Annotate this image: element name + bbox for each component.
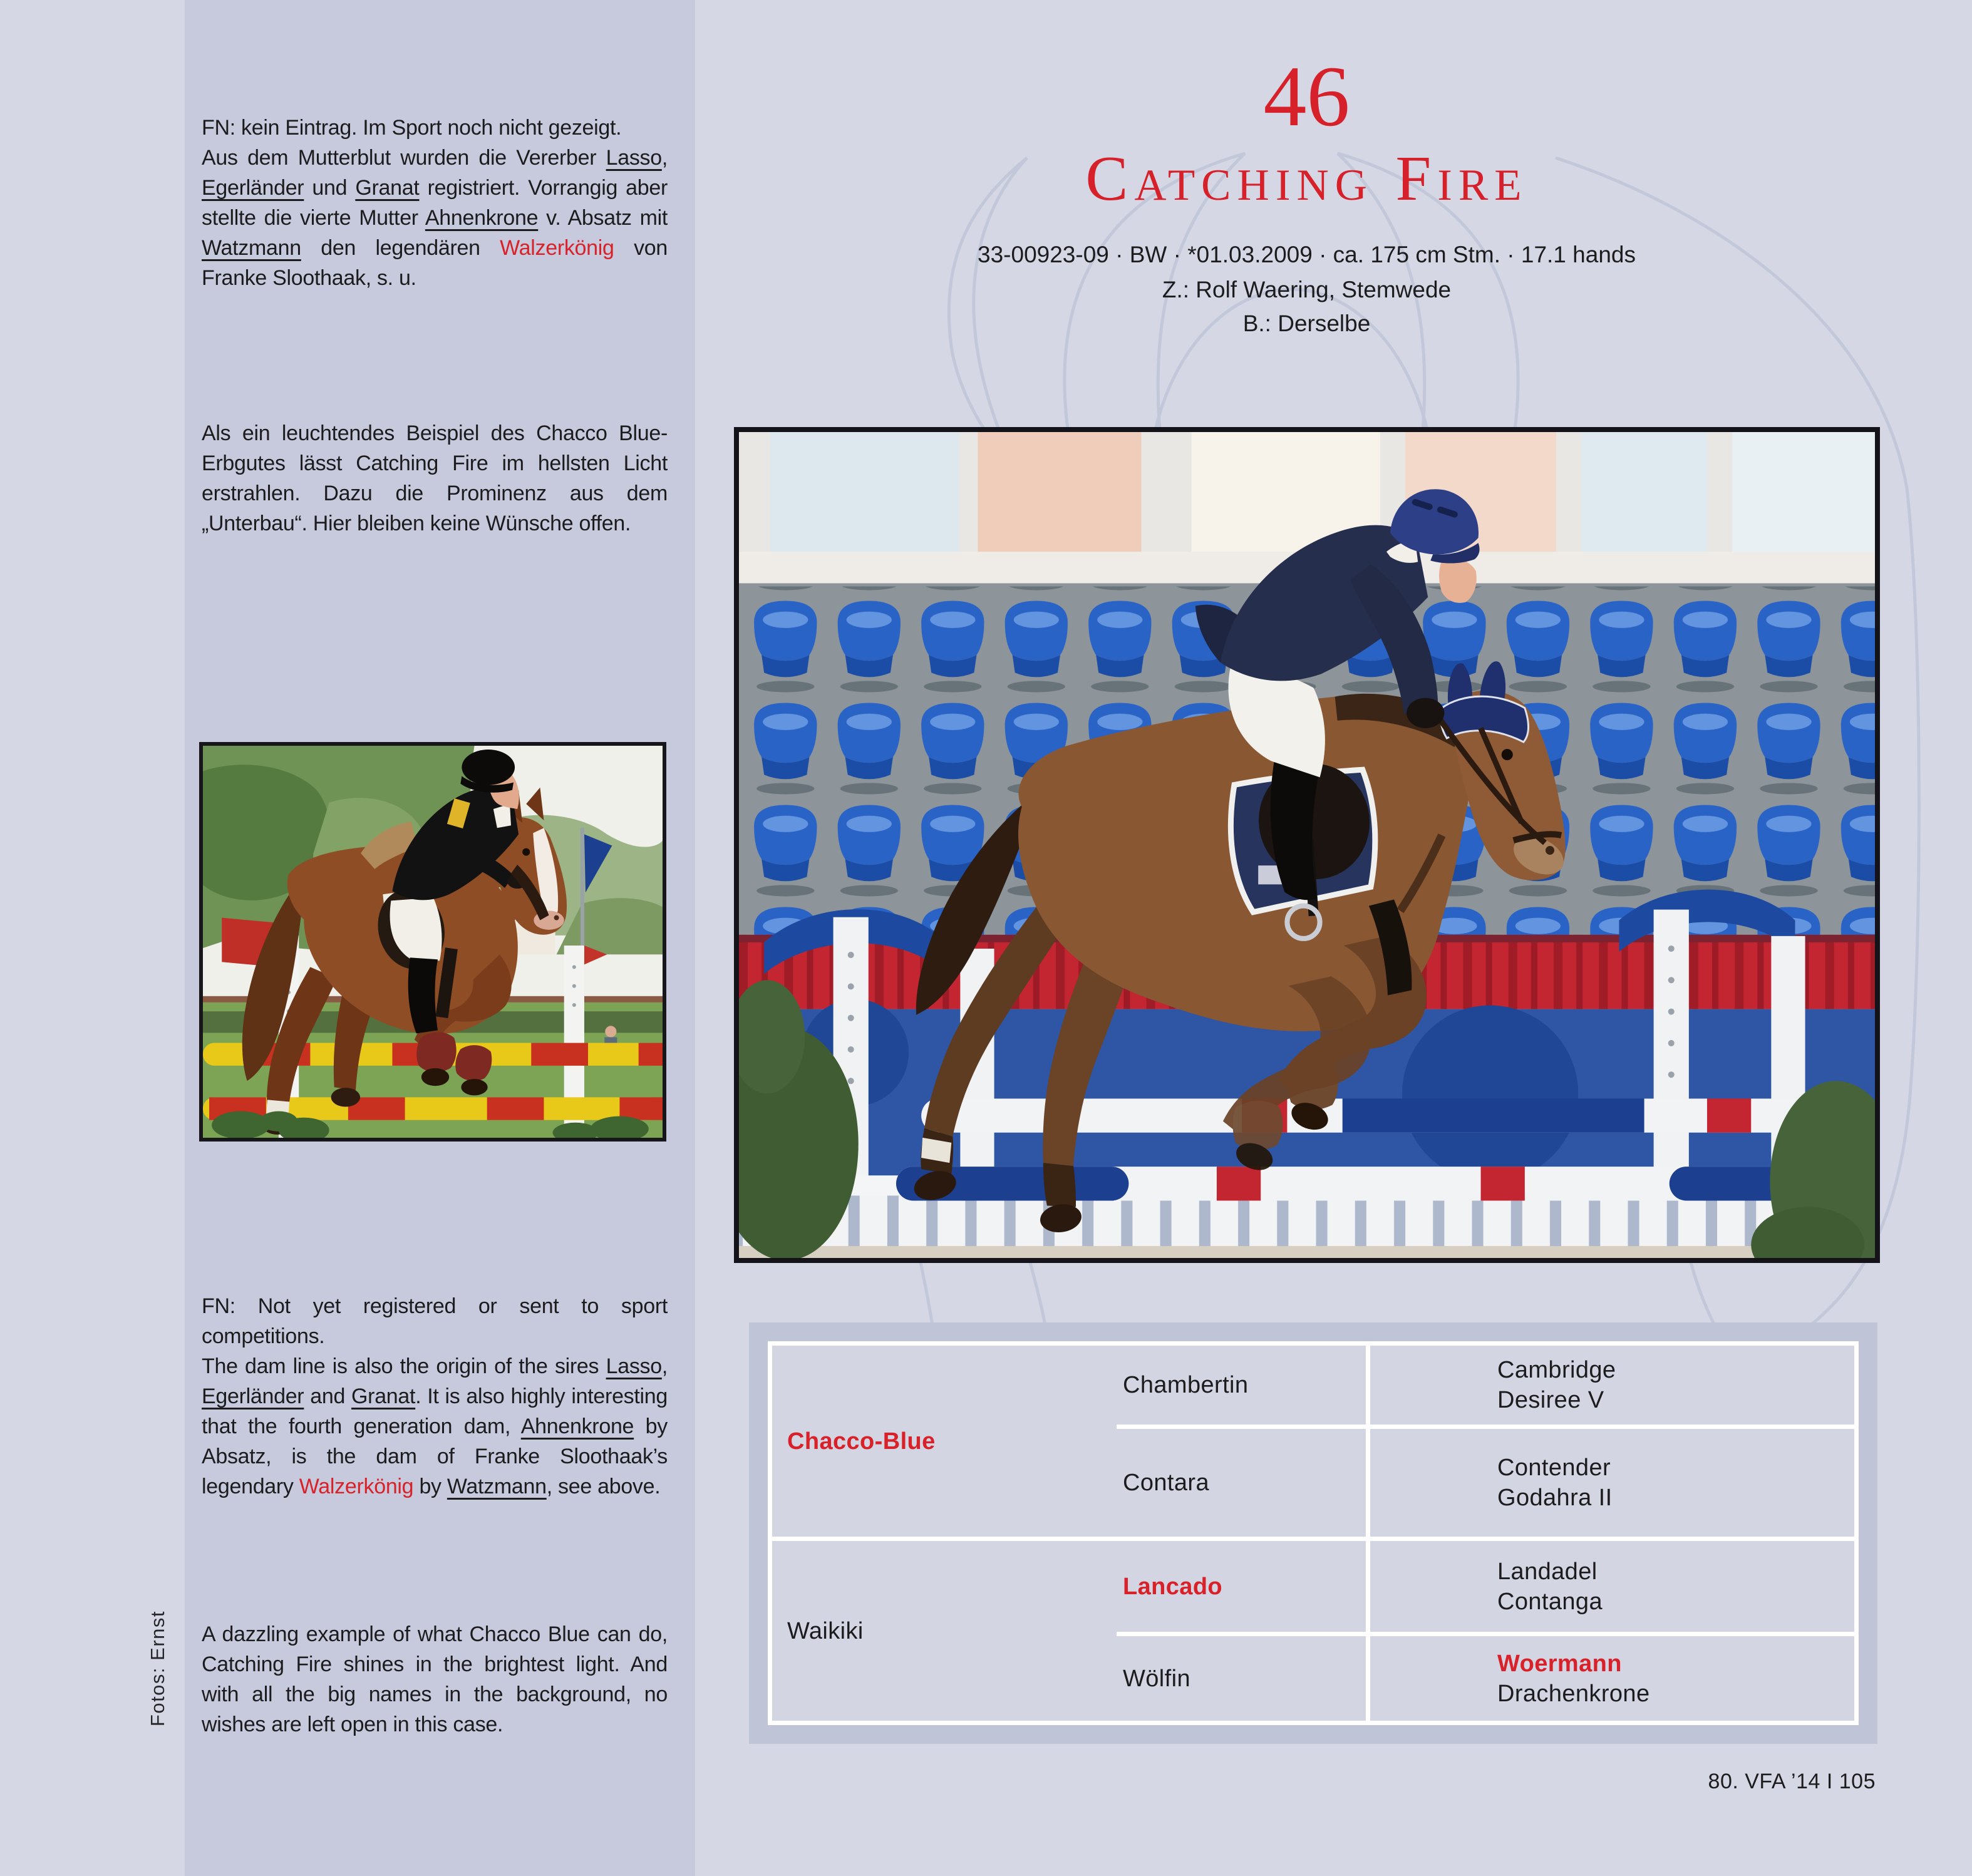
pedigree-gp-2: Contender Godahra II <box>1497 1455 1613 1511</box>
table-divider-vertical <box>1366 1346 1370 1721</box>
pedigree-dam: Waikiki <box>787 1617 864 1644</box>
horse-details-line: 33-00923-09 · BW · *01.03.2009 · ca. 175 cm Stm. · 17.1 hands <box>978 242 1636 267</box>
pedigree-table <box>749 1322 1877 1744</box>
table-divider-row1 <box>1117 1425 1854 1429</box>
pedigree-dam-sire: Lancado <box>1123 1573 1223 1600</box>
table-divider-middle <box>772 1537 1854 1541</box>
pedigree-sire: Chacco-Blue <box>787 1428 936 1455</box>
pedigree-sire-dam: Contara <box>1123 1470 1209 1496</box>
english-paragraph-1: FN: Not yet registered or sent to sport competitions. The dam line is also the origin of the sires Lasso, Egerländer and Granat. It is also highly interesting that the fourth generation dam, Ahnenkrone by Absatz, is the dam of Franke Sloothaak’s legendary Walzerkönig by Watzmann, see above. <box>202 1294 668 1498</box>
sand-ground <box>739 1246 1875 1258</box>
main-photo-illustration <box>739 432 1875 1258</box>
pedigree-table-inner <box>768 1341 1859 1725</box>
german-paragraph-1: FN: kein Eintrag. Im Sport noch nicht gezeigt. Aus dem Mutterblut wurden die Vererber Lasso, Egerländer und Granat registriert. Vorrangig aber stellte die vierte Mutter Ahnenkrone v. Absatz mit Watzmann den legendären Walzerkönig von Franke Sloothaak, s. u. <box>202 116 668 290</box>
catalog-number: 46 <box>1263 48 1350 144</box>
page-reference: 80. VFA ’14 I 105 <box>1708 1770 1876 1793</box>
small-photo <box>199 742 666 1142</box>
pedigree-dam-dam: Wölfin <box>1123 1665 1190 1692</box>
photo-credit: Fotos: Ernst <box>147 1611 168 1727</box>
german-paragraph-2: Als ein leuchtendes Beispiel des Chacco Blue-Erbgutes lässt Catching Fire im hellsten Licht erstrahlen. Dazu die Prominenz aus dem „Unterbau“. Hier bleiben keine Wünsche offen. <box>202 421 668 535</box>
table-divider-row3 <box>1117 1632 1854 1636</box>
page-title: Catching Fire <box>1085 143 1528 214</box>
breeder-line: Z.: Rolf Waering, Stemwede <box>1162 277 1452 302</box>
pedigree-gp-3: Landadel Contanga <box>1497 1558 1603 1615</box>
pedigree-sire-sire: Chambertin <box>1123 1372 1249 1398</box>
pedigree-gp-1: Cambridge Desiree V <box>1497 1357 1616 1413</box>
small-photo-illustration <box>203 746 663 1138</box>
english-paragraph-2: A dazzling example of what Chacco Blue can do, Catching Fire shines in the brightest light. And with all the big names in the background, no wishes are left open in this case. <box>202 1622 668 1736</box>
owner-line: B.: Derselbe <box>1242 311 1371 336</box>
main-photo <box>734 427 1880 1263</box>
pedigree-gp-4: Woermann Drachenkrone <box>1497 1650 1650 1707</box>
